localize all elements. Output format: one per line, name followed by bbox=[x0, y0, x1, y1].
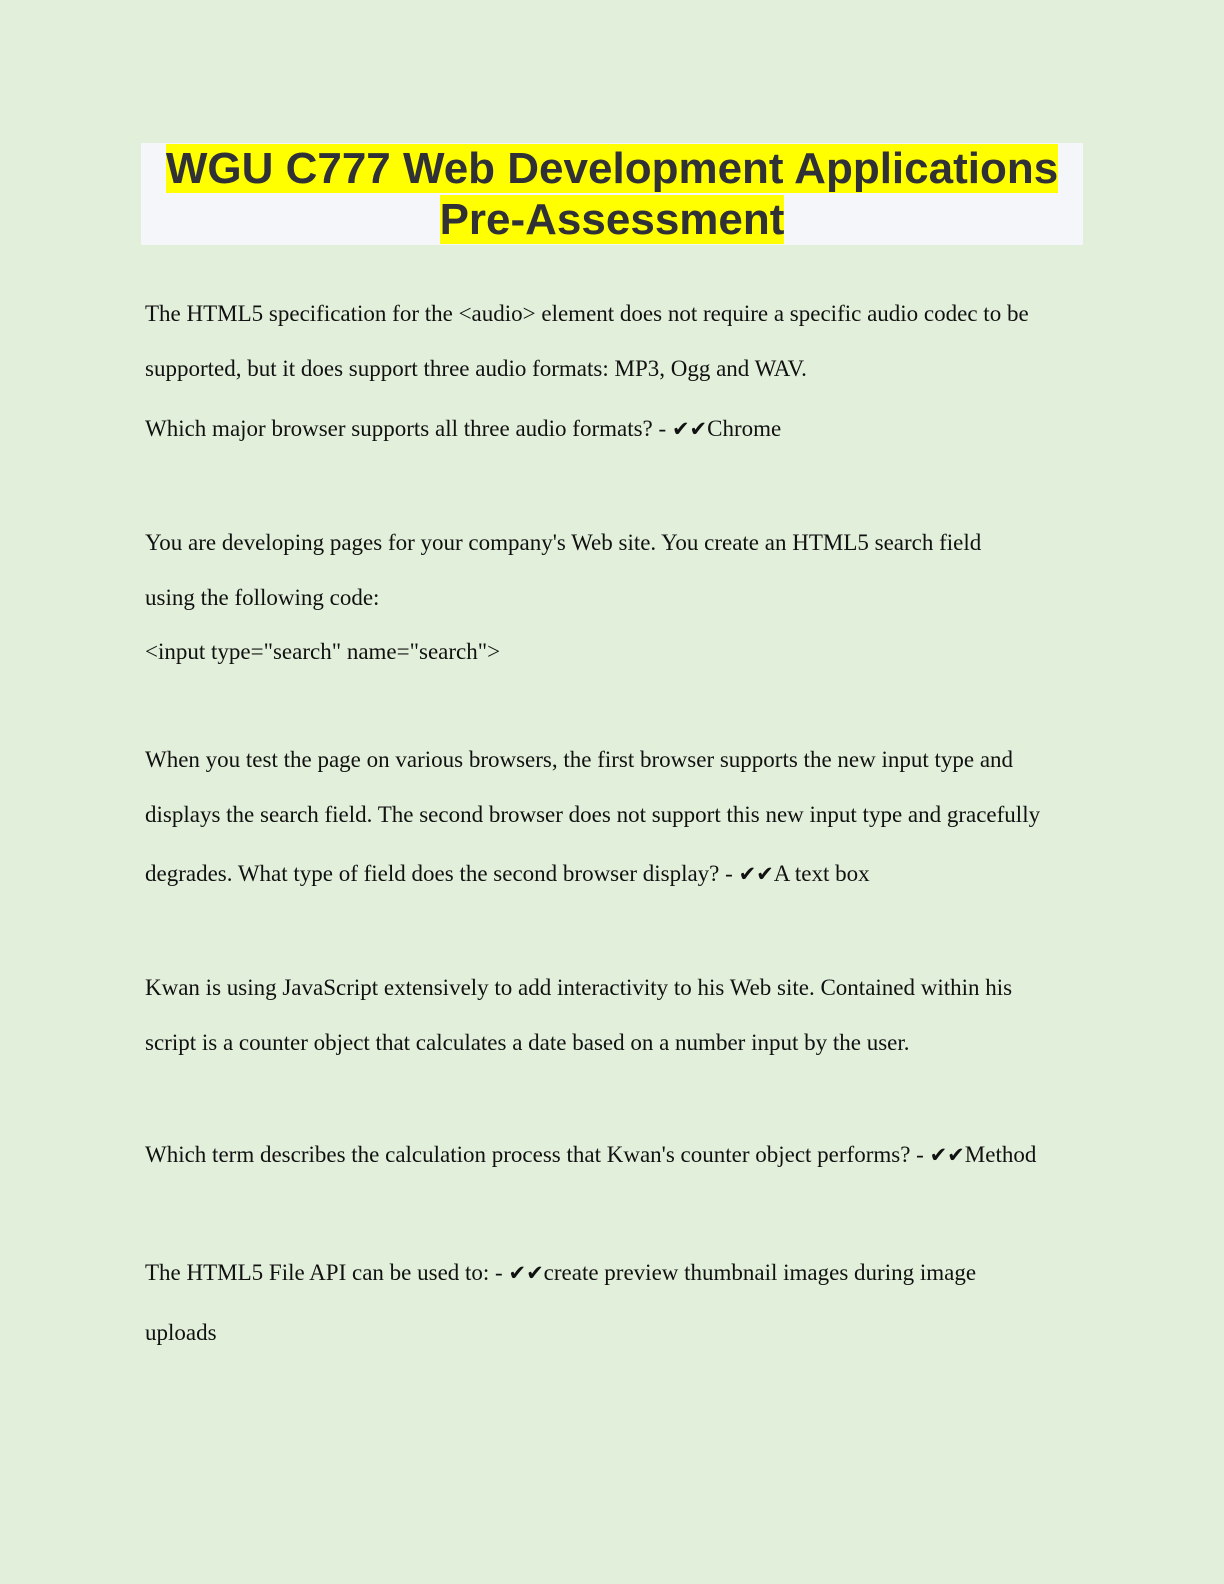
double-check-icon: ✔✔ bbox=[738, 862, 774, 886]
q3-question: degrades. What type of field does the second browser display? - bbox=[145, 861, 739, 886]
title-line-1 bbox=[141, 143, 1083, 194]
q1-answer: Chrome bbox=[707, 416, 782, 441]
q1-question: Which major browser supports all three audio formats? - bbox=[145, 416, 672, 441]
q5-answer-part-1: create preview thumbnail images during image bbox=[543, 1260, 977, 1285]
q4-question-line bbox=[145, 1141, 1036, 1169]
q1-text-line-1: The HTML5 specification for the <audio> element does not require a specific audio codec to be bbox=[145, 301, 1029, 326]
q1-question-line bbox=[145, 415, 781, 443]
q4-text-line-2: script is a counter object that calculates a date based on a number input by the user. bbox=[145, 1030, 910, 1055]
double-check-icon: ✔✔ bbox=[671, 417, 708, 441]
double-check-icon: ✔✔ bbox=[929, 1143, 965, 1167]
q3-question-line bbox=[145, 860, 870, 888]
double-check-icon: ✔✔ bbox=[508, 1261, 544, 1285]
q2-text-line-2: using the following code: bbox=[145, 585, 380, 610]
q4-text-line-1: Kwan is using JavaScript extensively to add interactivity to his Web site. Contained within his bbox=[145, 975, 1013, 1000]
q2-code-line: <input type="search" name="search"> bbox=[145, 639, 501, 664]
q4-answer: Method bbox=[964, 1142, 1037, 1167]
title-highlight-2: Pre-Assessment bbox=[439, 195, 785, 244]
q4-question: Which term describes the calculation process that Kwan's counter object performs? - bbox=[145, 1142, 930, 1167]
q5-answer-line-2: uploads bbox=[145, 1320, 217, 1345]
q3-text-line-1: When you test the page on various browsers, the first browser supports the new input type and bbox=[145, 747, 1014, 772]
q5-question: The HTML5 File API can be used to: - bbox=[145, 1260, 509, 1285]
q3-text-line-2: displays the search field. The second browser does not support this new input type and gracefully bbox=[145, 802, 1041, 827]
title-highlight-1: WGU C777 Web Development Applications bbox=[165, 144, 1059, 193]
title-line-2 bbox=[141, 194, 1083, 245]
q2-text-line-1: You are developing pages for your company's Web site. You create an HTML5 search field bbox=[145, 530, 982, 555]
q1-text-line-2: supported, but it does support three audio formats: MP3, Ogg and WAV. bbox=[145, 356, 807, 381]
q3-answer: A text box bbox=[773, 861, 870, 886]
document-title bbox=[141, 143, 1083, 245]
q5-question-line bbox=[145, 1259, 976, 1287]
